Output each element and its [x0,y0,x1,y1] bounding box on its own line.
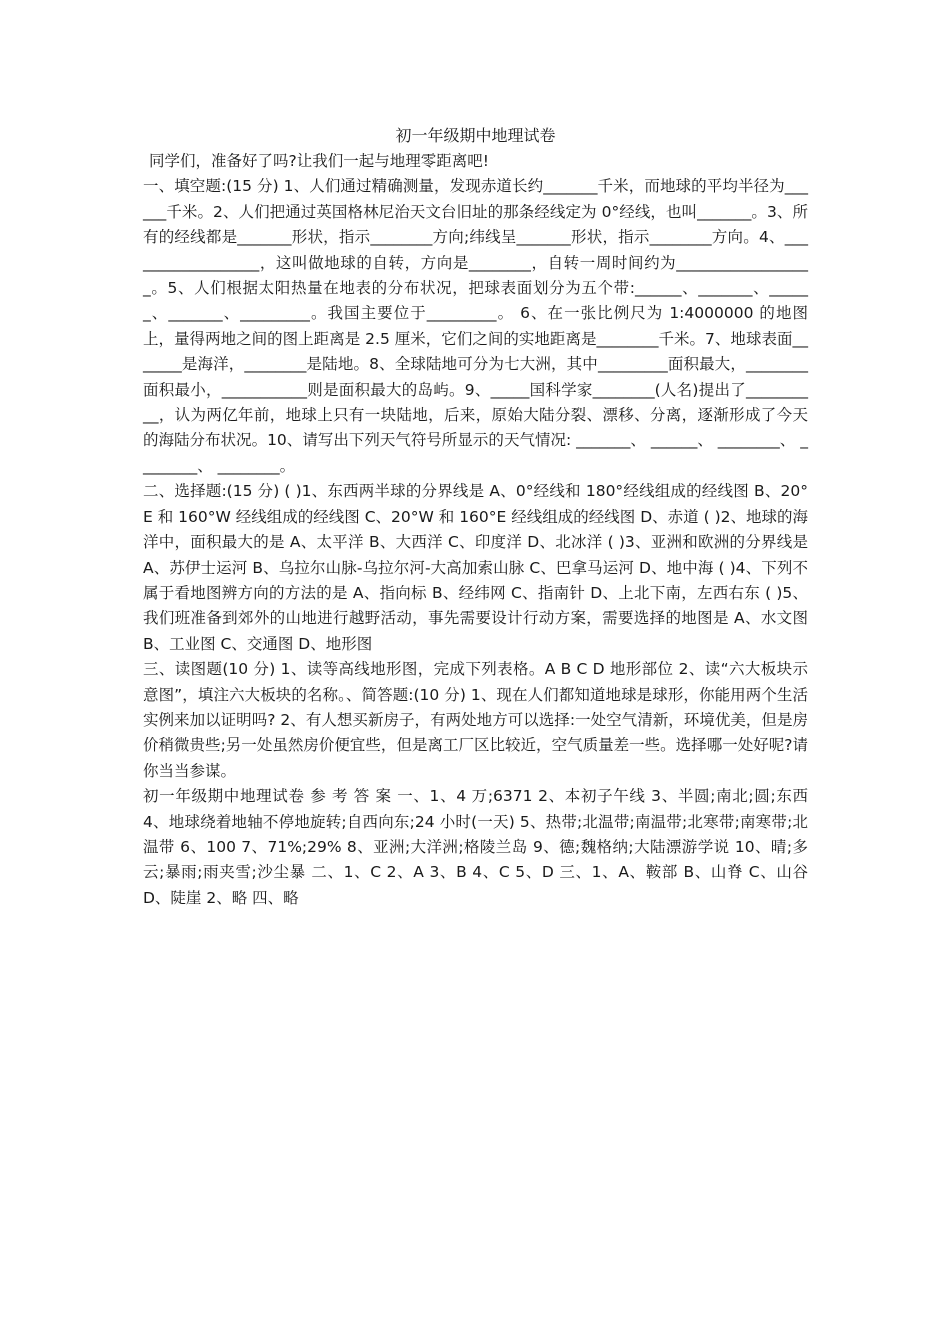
document-body [143,122,808,911]
section-map-reading: 三、读图题(10 分) 1、读等高线地形图，完成下列表格。A B C D 地形部位 2、读“六大板块示意图”，填注六大板块的名称。、简答题:(10 分) 1、现在人们都知道地球是球形，你能用两个生活实例来加以证明吗? 2、有人想买新房子，有两处地方可以选择:一处空气清新，环境优美，但是房价稍微贵些;另一处虽然房价便宜些，但是离工厂区比较近，空气质量差一些。选择哪一处好呢?请你当当参谋。 [143,660,808,780]
section-answer-key: 初一年级期中地理试卷 参 考 答 案 一、1、4 万;6371 2、本初子午线 3、半圆;南北;圆;东西 4、地球绕着地轴不停地旋转;自西向东;24 小时(一天) 5、热带;北温带;南温带;北寒带;南寒带;北温带 6、100 7、71%;29% 8、亚洲;大洋洲;格陵兰岛 9、德;魏格纳;大陆漂游学说 10、晴;多云;暴雨;雨夹雪;沙尘暴 二、1、C 2、A 3、B 4、C 5、D 三、1、A、鞍部 B、山脊 C、山谷 D、陡崖 2、略 四、略 [143,787,808,907]
document-title: 初一年级期中地理试卷 [395,126,556,145]
intro-text: 同学们，准备好了吗?让我们一起与地理零距离吧! [149,152,489,170]
section-multiple-choice: 二、选择题:(15 分) ( )1、东西两半球的分界线是 A、0°经线和 180°经线组成的经线图 B、20°E 和 160°W 经线组成的经线图 C、20°W 和 160°E 经线组成的经线图 D、赤道 ( )2、地球的海洋中，面积最大的是 A、太平洋 B、大西洋 C、印度洋 D、北冰洋 ( )3、亚洲和欧洲的分界线是 A、苏伊士运河 B、乌拉尔山脉-乌拉尔河-大高加索山脉 C、巴拿马运河 D、地中海 ( )4、下列不属于看地图辨方向的方法的是 A、指向标 B、经纬网 C、指南针 D、上北下南，左西右东 ( )5、我们班准备到郊外的山地进行越野活动，事先需要设计行动方案，需要选择的地图是 A、水文图 B、工业图 C、交通图 D、地形图 [143,482,808,653]
section-fill-in: 一、填空题:(15 分) 1、人们通过精确测量，发现赤道长约_______千米，而地球的平均半径为______千米。2、人们把通过英国格林尼治天文台旧址的那条经线定为 0°经线，也叫_______。3、所有的经线都是_______形状，指示________方向;纬线呈_______形状，指示________方向。4、__________________，这叫做地球的自转，方向是________，自转一周时间约为__________________。5、人们根据太阳热量在地表的分布状况，把球表面划分为五个带:______、_______、______、_______、_________。我国主要位于_________。 6、在一张比例尺为 1:4000000 的地图上，量得两地之间的图上距离是 2.5 厘米，它们之间的实地距离是________千米。7、地球表面_______是海洋，________是陆地。8、全球陆地可分为七大洲，其中_________面积最大，________面积最小，___________则是面积最大的岛屿。9、_____国科学家________(人名)提出了__________，认为两亿年前，地球上只有一块陆地，后来，原始大陆分裂、漂移、分离，逐渐形成了今天的海陆分布状况。10、请写出下列天气符号所显示的天气情况: _______、 ______、 ________、 ________、 ________。 [143,177,808,475]
